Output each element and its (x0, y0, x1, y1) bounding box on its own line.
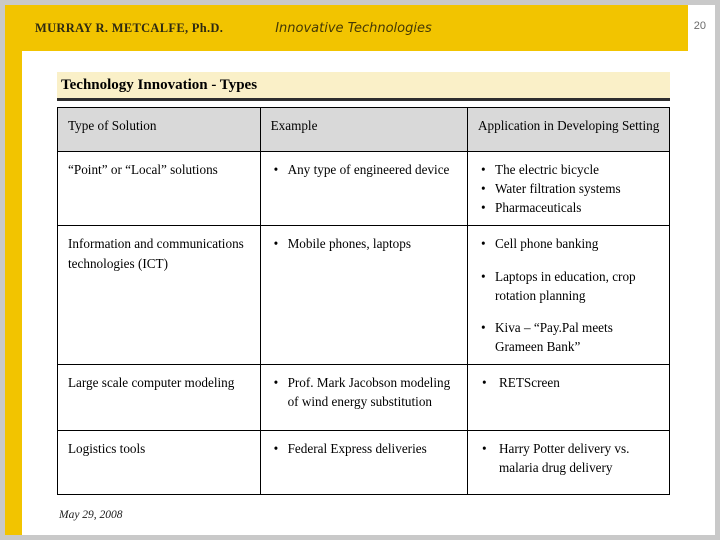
table-header-row (58, 108, 670, 152)
cell-type (58, 431, 261, 495)
bullet-item: • Any type of engineered device (271, 160, 459, 179)
bullet-item: • Pharmaceuticals (478, 198, 661, 217)
course-title: Innovative Technologies (275, 20, 432, 36)
cell-application (468, 152, 670, 226)
slide-date: May 29, 2008 (59, 509, 123, 521)
bullet-item: • Prof. Mark Jacobson modeling of wind energy substitution (271, 373, 459, 411)
cell-example (260, 431, 467, 495)
cell-application (468, 365, 670, 431)
type-text: “Point” or “Local” solutions (68, 162, 218, 177)
bullet-item: • Kiva – “Pay.Pal meets Grameen Bank” (478, 318, 661, 356)
table-row (58, 152, 670, 226)
cell-type (58, 152, 261, 226)
bullet-item: • Federal Express deliveries (271, 439, 459, 458)
type-text: Information and communications technologies (ICT) (68, 236, 244, 271)
cell-type (58, 226, 261, 365)
column-header-application: Application in Developing Setting (468, 108, 670, 152)
bullet-item: • Mobile phones, laptops (271, 234, 459, 253)
header-bar (22, 5, 688, 51)
left-accent-bar (5, 5, 22, 535)
author-name: MURRAY R. METCALFE, Ph.D. (35, 20, 224, 35)
slide-title: Technology Innovation - Types (57, 72, 670, 101)
page-number: 20 (693, 20, 706, 32)
bullet-item: • Water filtration systems (478, 179, 661, 198)
bullet-item: • Cell phone banking (478, 234, 661, 253)
bullet-item: • RETScreen (478, 373, 661, 392)
bullet-item: • Harry Potter delivery vs. malaria drug delivery (478, 439, 661, 477)
cell-example (260, 365, 467, 431)
column-header-example: Example (260, 108, 467, 152)
bullet-item: • Laptops in education, crop rotation planning (478, 267, 661, 305)
slide-content (57, 72, 670, 495)
innovation-table (57, 107, 670, 495)
cell-application (468, 226, 670, 365)
bullet-item: • The electric bicycle (478, 160, 661, 179)
table-row (58, 226, 670, 365)
cell-example (260, 152, 467, 226)
type-text: Logistics tools (68, 441, 146, 457)
cell-type (58, 365, 261, 431)
cell-example (260, 226, 467, 365)
slide-body (22, 5, 715, 535)
cell-application (468, 431, 670, 495)
table-row (58, 431, 670, 495)
type-text: Large scale computer modeling (68, 375, 235, 391)
column-header-type: Type of Solution (58, 108, 261, 152)
table-row (58, 365, 670, 431)
